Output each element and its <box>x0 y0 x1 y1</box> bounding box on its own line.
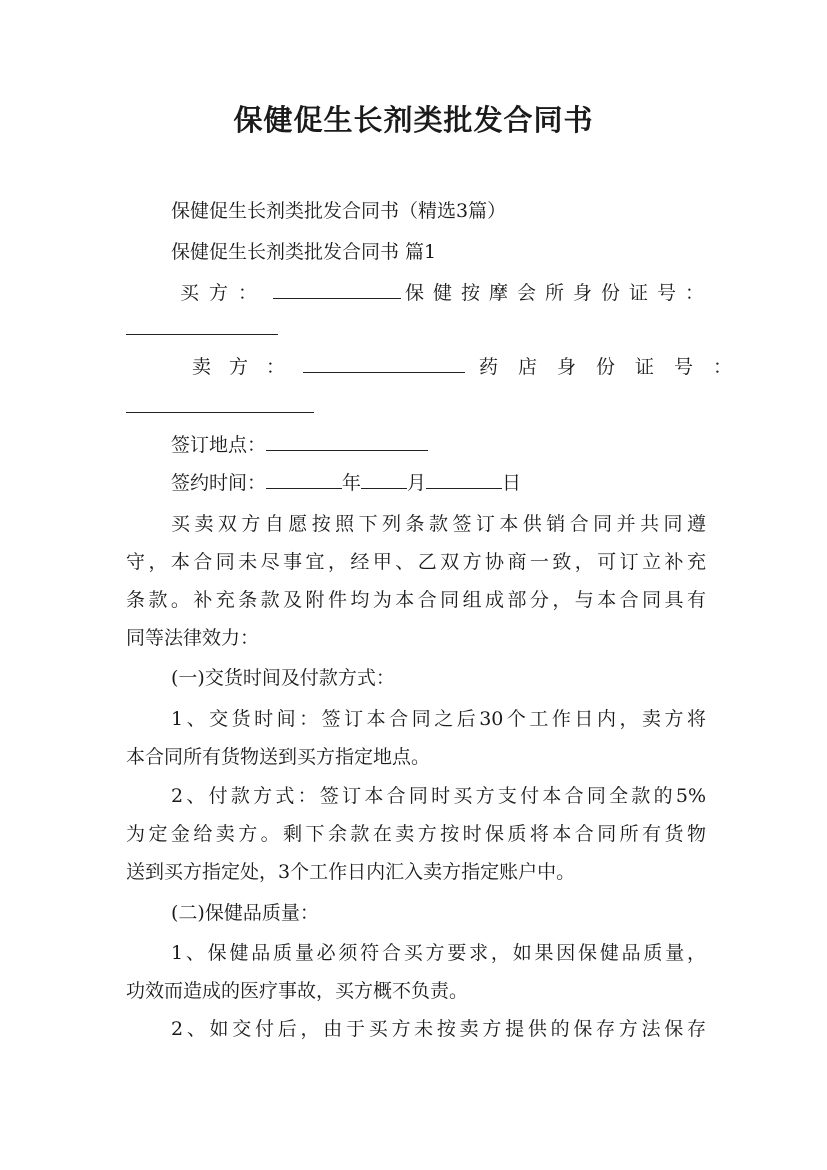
year-blank[interactable] <box>266 470 342 489</box>
month-label: 月 <box>407 472 427 494</box>
section2-item2-line: 2、如交付后，由于买方未按卖方提供的保存方法保存 <box>171 1018 706 1040</box>
intro-line: 买卖双方自愿按照下列条款签订本供销合同并共同遵 <box>171 513 706 535</box>
sign-time-row <box>171 470 706 496</box>
section1-item2-line: 2、付款方式：签订本合同时买方支付本合同全款的5% <box>171 785 706 807</box>
seller-label: 卖方： <box>192 356 304 378</box>
section1-item2-line: 送到买方指定处，3个工作日内汇入卖方指定账户中。 <box>126 861 576 883</box>
intro-line: 守，本合同未尽事宜，经甲、乙双方协商一致，可订立补充 <box>126 551 706 573</box>
part-heading: 保健促生长剂类批发合同书 篇1 <box>171 241 437 263</box>
buyer-row <box>180 280 714 306</box>
seller-name-blank[interactable] <box>303 354 465 373</box>
sign-place-label: 签订地点： <box>171 434 267 456</box>
seller-id-label: 药店身份证号： <box>479 356 753 378</box>
intro-line: 条款。补充条款及附件均为本合同组成部分，与本合同具有 <box>126 589 706 611</box>
intro-line: 同等法律效力： <box>126 627 260 649</box>
document-subtitle: 保健促生长剂类批发合同书（精选3篇） <box>171 200 507 222</box>
sign-place-blank[interactable] <box>266 432 428 451</box>
section1-item2-line: 为定金给卖方。剩下余款在卖方按时保质将本合同所有货物 <box>126 823 706 845</box>
day-label: 日 <box>502 472 522 494</box>
buyer-id-blank[interactable] <box>126 333 278 335</box>
sign-place-row <box>171 432 706 458</box>
day-blank[interactable] <box>426 470 502 489</box>
section2-item1-line: 功效而造成的医疗事故，买方概不负责。 <box>126 980 469 1002</box>
section1-item1-line: 1、交货时间：签订本合同之后30个工作日内，卖方将 <box>171 708 706 730</box>
buyer-id-label: 保健按摩会所身份证号： <box>405 282 714 304</box>
section2-item1-line: 1、保健品质量必须符合买方要求，如果因保健品质量， <box>171 942 706 964</box>
section1-item1-line: 本合同所有货物送到买方指定地点。 <box>126 746 431 768</box>
seller-id-blank[interactable] <box>126 411 314 413</box>
year-label: 年 <box>342 472 362 494</box>
sign-time-label: 签约时间： <box>171 472 267 494</box>
month-blank[interactable] <box>361 470 407 489</box>
section1-heading: (一)交货时间及付款方式： <box>171 667 395 689</box>
document-title: 保健促生长剂类批发合同书 <box>233 103 594 137</box>
buyer-label: 买方： <box>180 282 268 304</box>
buyer-name-blank[interactable] <box>273 280 401 299</box>
seller-row <box>192 354 753 380</box>
section2-heading: (二)保健品质量： <box>171 902 319 924</box>
